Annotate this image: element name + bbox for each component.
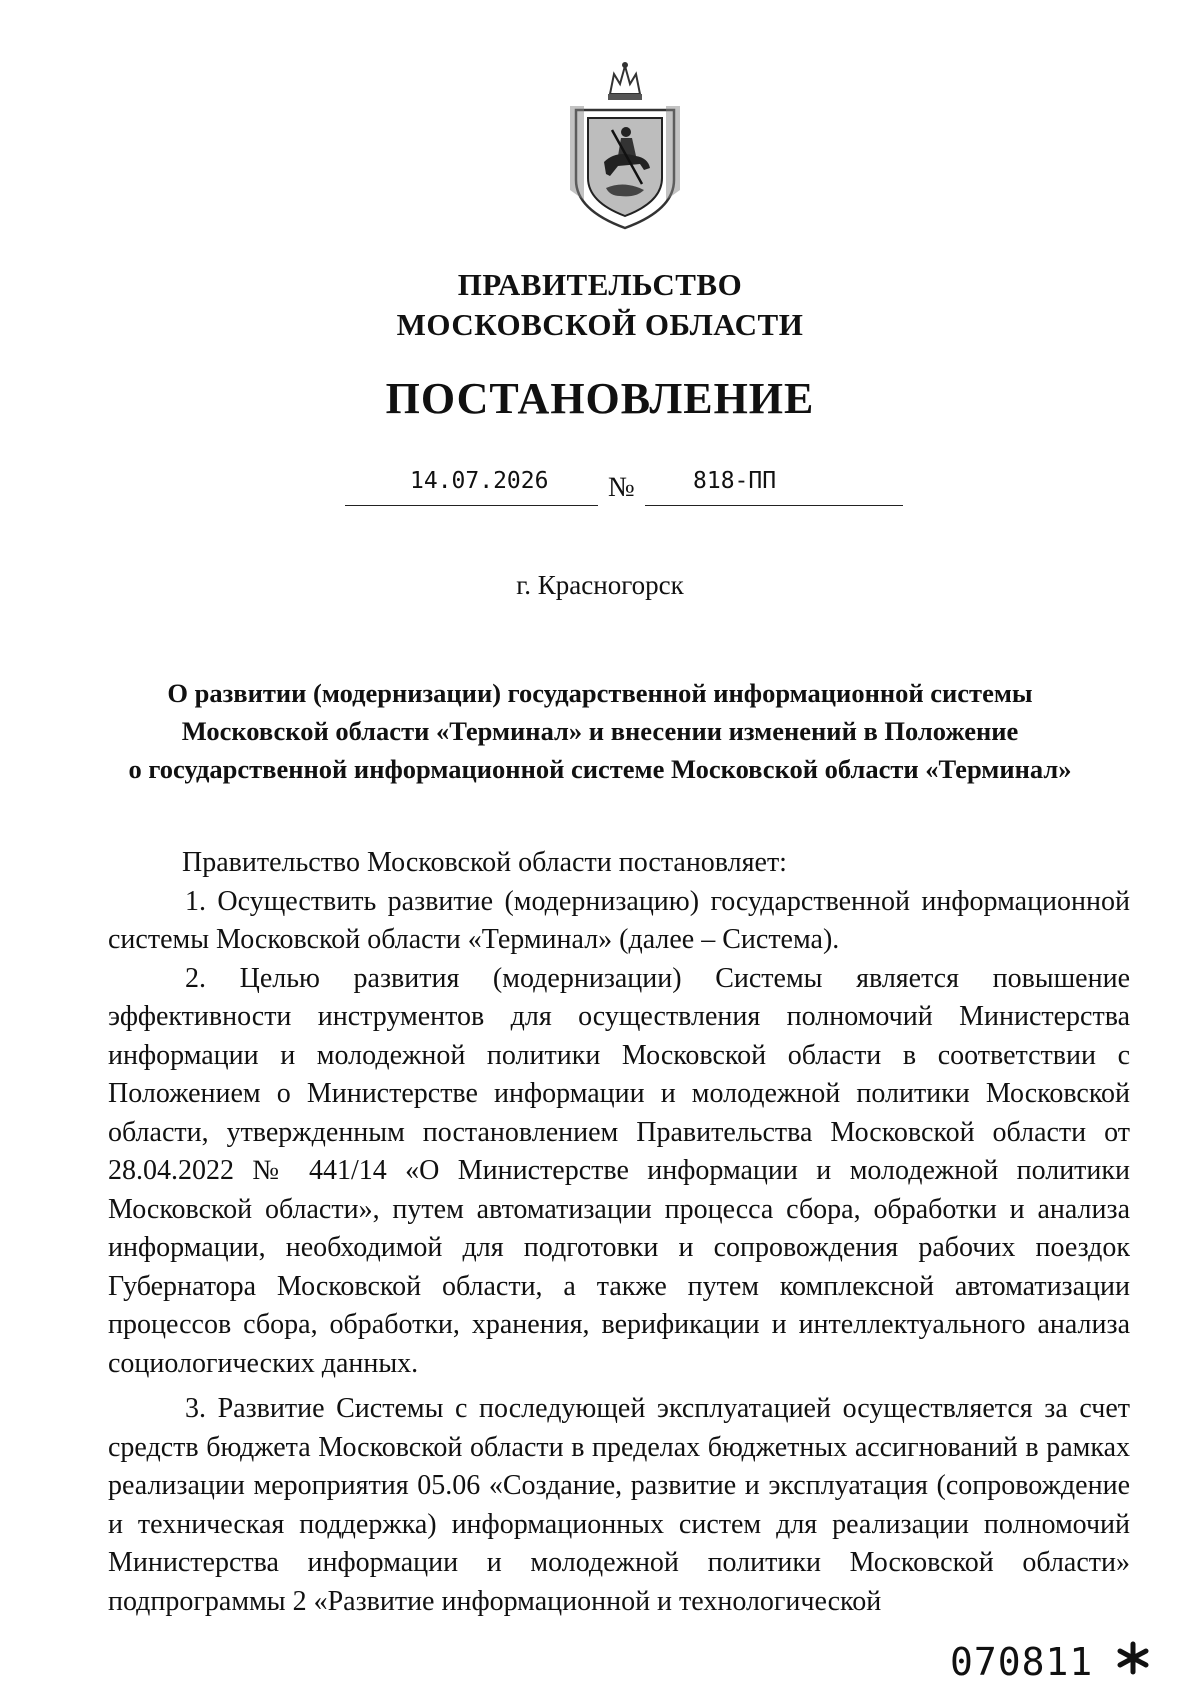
- body-paragraph-2: 2. Целью развития (модернизации) Системы является повышение эффективности инструментов для осуществления полномочий Министерства информации и молодежной политики Московской области в соответствии с Положением о Министерстве информации и молодежной политики Московской области, утвержденным постановлением Правительства Московской области от 28.04.2022 № 441/14 «О Министерстве информации и молодежной политики Московской области», путем автоматизации процесса сбора, обработки и анализа информации, необходимой для подготовки и сопровождения рабочих поездок Губернатора Московской области, а также путем комплексной автоматизации процессов сбора, обработки, хранения, верификации и интеллектуального анализа социологических данных.: [108, 962, 1130, 1379]
- document-body: [108, 844, 1130, 1621]
- subject-line2: Московской области «Терминал» и внесении изменений в Положение: [181, 716, 1019, 746]
- organization-name-line2: МОСКОВСКОЙ ОБЛАСТИ: [396, 307, 804, 342]
- body-paragraph-1: 1. Осуществить развитие (модернизацию) государственной информационной системы Московской области «Терминал» (далее – Система).: [108, 885, 1130, 955]
- number-sign: №: [608, 472, 635, 503]
- coat-of-arms-icon: [566, 60, 684, 230]
- subject-line1: О развитии (модернизации) государственной информационной системы: [167, 678, 1033, 708]
- city-name: г. Красногорск: [516, 570, 684, 600]
- document-type-title: ПОСТАНОВЛЕНИЕ: [385, 374, 815, 423]
- registration-barcode-number: 070811: [950, 1640, 1094, 1684]
- document-date: 14.07.2026: [410, 468, 549, 494]
- document-number: 818-ПП: [693, 468, 777, 494]
- subject-line3: о государственной информационной системе Московской области «Терминал»: [128, 754, 1072, 784]
- asterisk-icon: [1116, 1641, 1150, 1675]
- number-underline: [645, 505, 903, 506]
- organization-name-line1: ПРАВИТЕЛЬСТВО: [457, 267, 743, 302]
- body-intro: Правительство Московской области постановляет:: [182, 847, 787, 878]
- date-underline: [345, 505, 598, 506]
- document-subject: [0, 674, 1200, 788]
- body-paragraph-3: 3. Развитие Системы с последующей эксплуатацией осуществляется за счет средств бюджета Московской области в пределах бюджетных ассигнований в рамках реализации мероприятия 05.06 «Создание, развитие и эксплуатация (сопровождение и техническая поддержка) информационных систем для реализации полномочий Министерства информации и молодежной политики Московской области» подпрограммы 2 «Развитие информационной и технологической: [108, 1393, 1130, 1617]
